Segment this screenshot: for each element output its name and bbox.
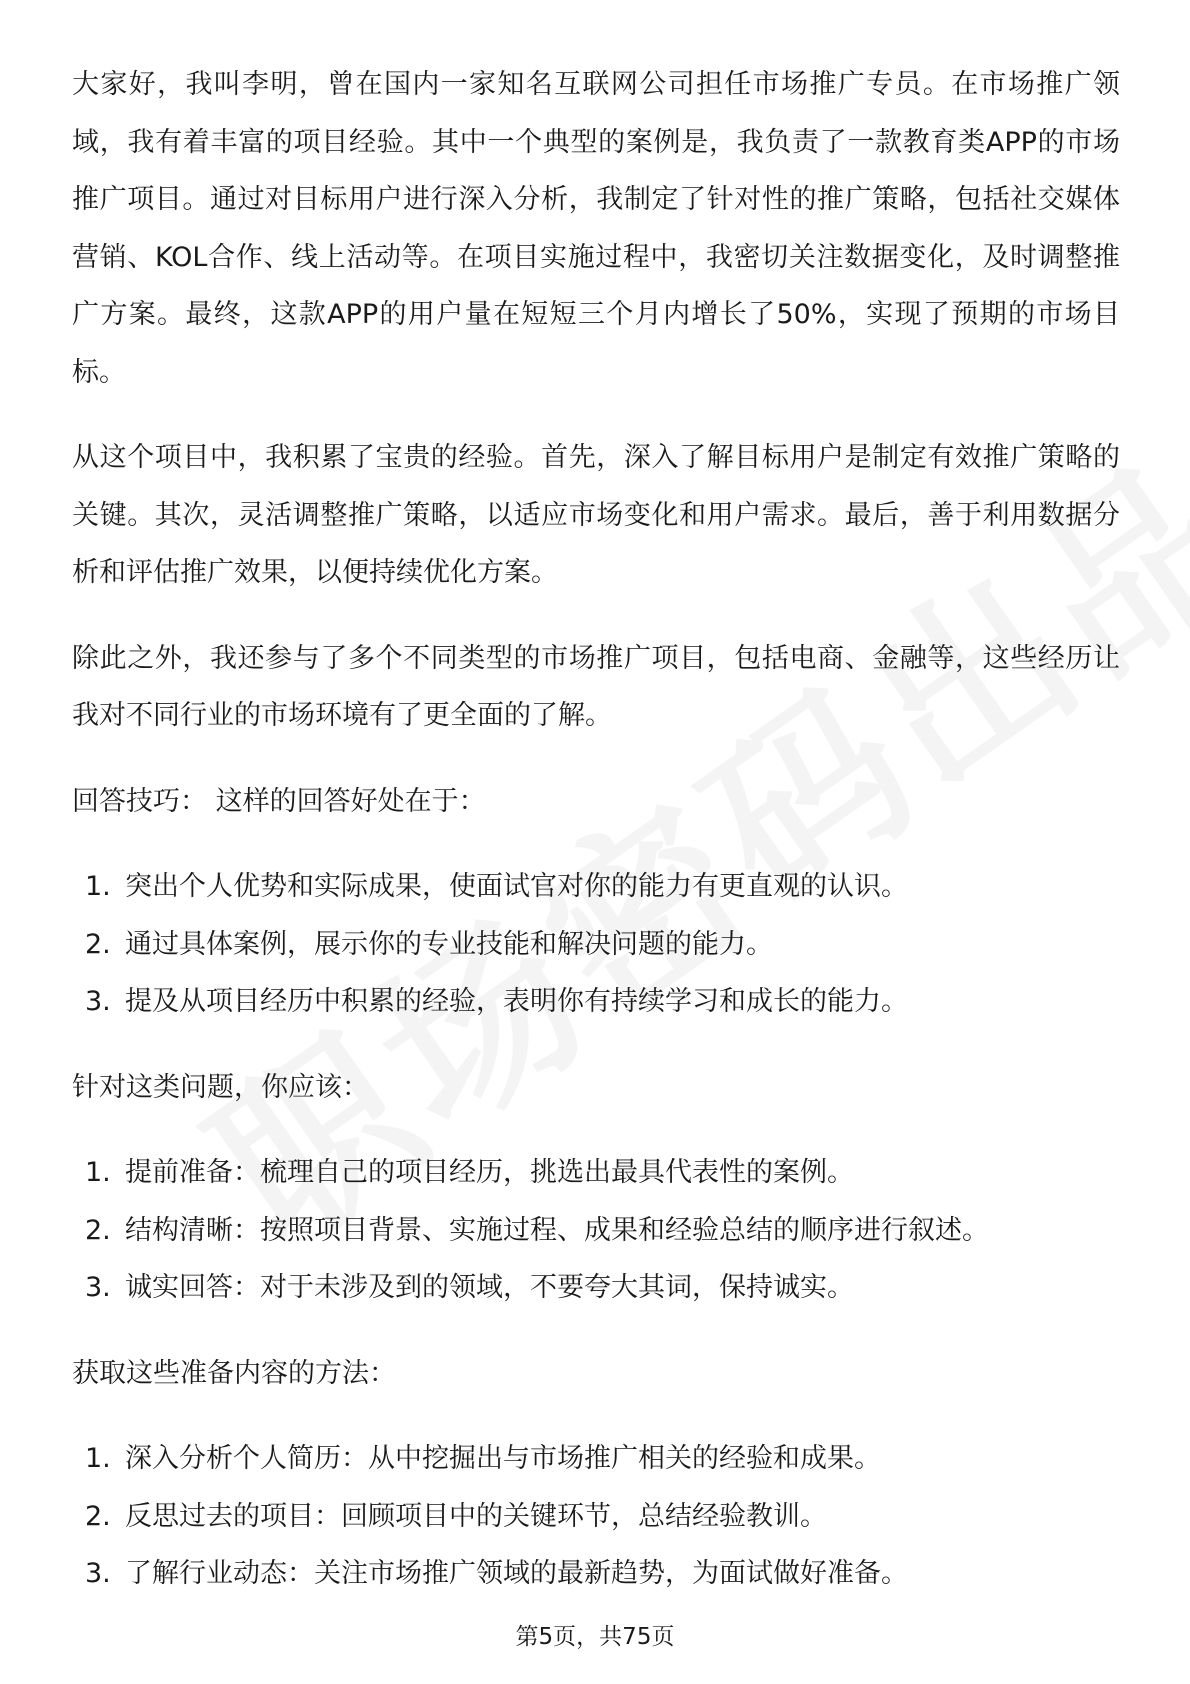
list-text: 反思过去的项目：回顾项目中的关键环节，总结经验教训。: [125, 1500, 827, 1532]
list-number: 2.: [85, 1214, 111, 1246]
list-item: [72, 1144, 1120, 1202]
list-text: 深入分析个人简历：从中挖掘出与市场推广相关的经验和成果。: [125, 1443, 881, 1474]
list-number: 1.: [85, 871, 111, 902]
list-item: [72, 916, 1120, 974]
list-text: 诚实回答：对于未涉及到的领域，不要夸大其词，保持诚实。: [125, 1272, 854, 1303]
document-body: [72, 56, 1120, 1631]
list-number: 2.: [85, 1500, 111, 1532]
intro-paragraph: 大家好，我叫李明，曾在国内一家知名互联网公司担任市场推广专员。在市场推广领域，我有着丰富的项目经验。其中一个典型的案例是，我负责了一款教育类APP的市场推广项目。通过对目标用户进行深入分析，我制定了针对性的推广策略，包括社交媒体营销、KOL合作、线上活动等。在项目实施过程中，我密切关注数据变化，及时调整推广方案。最终，这款APP的用户量在短短三个月内增长了50%，实现了预期的市场目标。: [72, 69, 1120, 388]
list-text: 了解行业动态：关注市场推广领域的最新趋势，为面试做好准备。: [125, 1558, 908, 1589]
list-text: 结构清晰：按照项目背景、实施过程、成果和经验总结的顺序进行叙述。: [125, 1214, 989, 1246]
list-number: 3.: [85, 1272, 111, 1303]
list-number: 1.: [85, 1443, 111, 1474]
list-item: [72, 1202, 1120, 1260]
list-text: 突出个人优势和实际成果，使面试官对你的能力有更直观的认识。: [125, 871, 908, 902]
list-number: 3.: [85, 1558, 111, 1589]
list-text: 提前准备：梳理自己的项目经历，挑选出最具代表性的案例。: [125, 1157, 854, 1188]
list-item: [72, 1545, 1120, 1603]
methods-list: [72, 1430, 1120, 1603]
list-item: [72, 1488, 1120, 1546]
methods-heading: 获取这些准备内容的方法：: [72, 1357, 396, 1389]
tips-heading: 回答技巧： 这样的回答好处在于：: [72, 785, 486, 817]
list-item: [72, 1430, 1120, 1488]
other-projects-paragraph: 除此之外，我还参与了多个不同类型的市场推广项目，包括电商、金融等，这些经历让我对不同行业的市场环境有了更全面的了解。: [72, 642, 1120, 731]
list-number: 2.: [85, 928, 111, 960]
list-number: 3.: [85, 986, 111, 1017]
experience-paragraph: 从这个项目中，我积累了宝贵的经验。首先，深入了解目标用户是制定有效推广策略的关键。其次，灵活调整推广策略，以适应市场变化和用户需求。最后，善于利用数据分析和评估推广效果，以便持续优化方案。: [72, 442, 1120, 588]
should-heading: 针对这类问题，你应该：: [72, 1071, 369, 1103]
list-text: 提及从项目经历中积累的经验，表明你有持续学习和成长的能力。: [125, 986, 908, 1017]
tips-list: [72, 858, 1120, 1031]
list-item: [72, 1259, 1120, 1317]
list-item: [72, 858, 1120, 916]
list-number: 1.: [85, 1157, 111, 1188]
should-list: [72, 1144, 1120, 1317]
list-text: 通过具体案例，展示你的专业技能和解决问题的能力。: [125, 928, 773, 960]
page-number: 第5页，共75页: [515, 1624, 675, 1650]
list-item: [72, 973, 1120, 1031]
